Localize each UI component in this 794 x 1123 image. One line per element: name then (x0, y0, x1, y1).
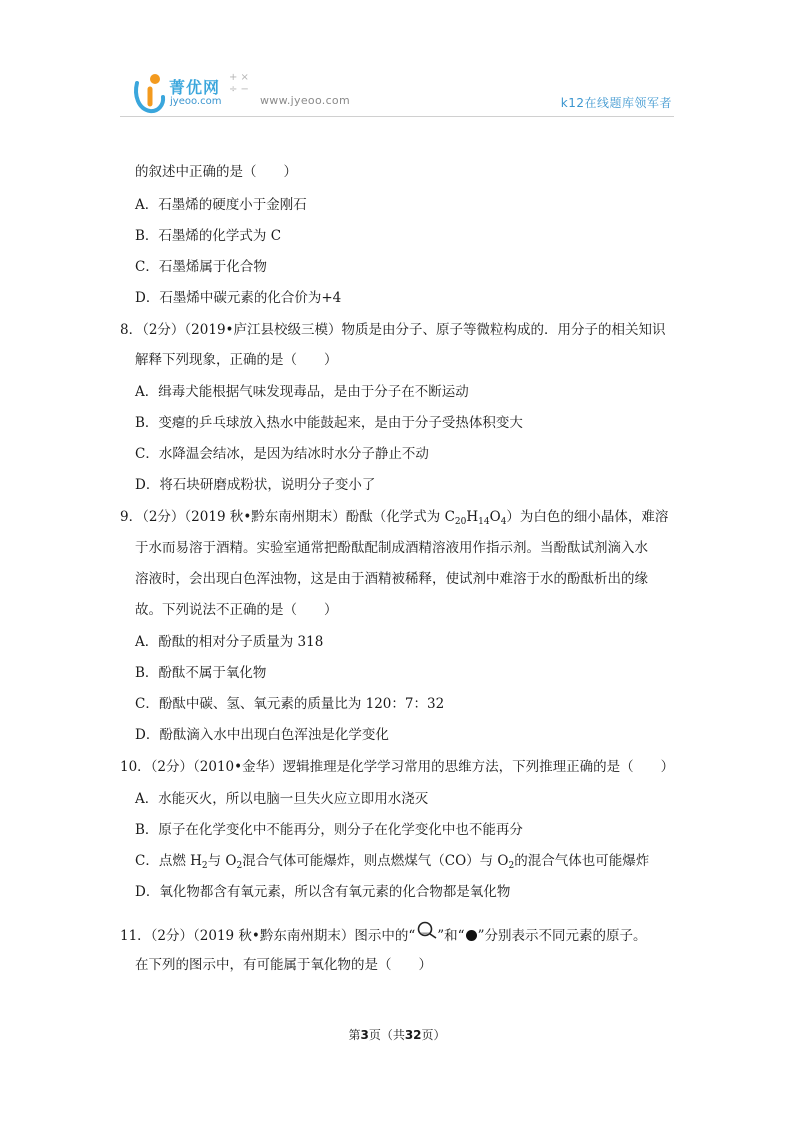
logo-name: 菁优网 (169, 78, 221, 97)
q9-option-a: A．酚酞的相对分子质量为 318 (135, 634, 324, 650)
q8-stem-line2: 解释下列现象，正确的是（ ） (135, 352, 338, 368)
q10-option-a: A．水能灭火，所以电脑一旦失火应立即用水浇灭 (135, 791, 429, 807)
q7-option-a: A．石墨烯的硬度小于金刚石 (135, 197, 307, 213)
q8-stem-line1: 8．（2分）（2019•庐江县校级三模）物质是由分子、原子等微粒构成的．用分子的相关知识 (120, 322, 666, 338)
q9-stem-line1: 9．（2分）（2019 秋•黔东南州期末）酚酞（化学式为 $C_{20}H_{14}O_4$）为白色的细小晶体，难溶 (120, 509, 669, 527)
q10-option-d: D．氧化物都含有氧元素，所以含有氧元素的化合物都是氧化物 (135, 884, 511, 900)
q7-option-b: B．石墨烯的化学式为 C (135, 228, 282, 244)
q9-option-d: D．酚酞滴入水中出现白色浑浊是化学变化 (135, 727, 389, 743)
q8-option-a: A．缉毒犬能根据气味发现毒品，是由于分子在不断运动 (135, 384, 469, 400)
q7-option-d: D．石墨烯中碳元素的化合价为+4 (135, 290, 342, 306)
q7-stem-tail: 的叙述中正确的是（ ） (135, 164, 297, 180)
q9-option-b: B．酚酞不属于氧化物 (135, 665, 267, 681)
jyeoo-logo-icon (132, 71, 166, 115)
q8-option-d: D．将石块研磨成粉状，说明分子变小了 (135, 477, 376, 493)
q9-option-c: C．酚酞中碳、氢、氧元素的质量比为 120：7：32 (135, 696, 445, 712)
tagline: k12在线题库领军者 (560, 96, 672, 110)
q8-option-b: B．变瘪的乒乓球放入热水中能鼓起来，是由于分子受热体积变大 (135, 415, 523, 431)
q10-stem-line1: 10．（2分）（2010•金华）逻辑推理是化学学习常用的思维方法，下列推理正确的是（ ） (120, 759, 675, 775)
logo-domain: jyeoo.com (170, 96, 222, 107)
q10-option-b: B．原子在化学变化中不能再分，则分子在化学变化中也不能再分 (135, 822, 523, 838)
q7-option-c: C．石墨烯属于化合物 (135, 259, 267, 275)
q9-stem-line3: 溶液时，会出现白色浑浊物，这是由于酒精被稀释，使试剂中难溶于水的酚酞析出的缘 (135, 571, 648, 587)
q8-option-c: C．水降温会结冰，是因为结冰时水分子静止不动 (135, 446, 429, 462)
q11-stem-line1: 11．（2分）（2019 秋•黔东南州期末）图示中的“ ”和“ ”分别表示不同元素的原子。 (120, 925, 647, 945)
page-footer: 第3页（共32页） (348, 1028, 446, 1042)
q9-stem-line4: 故。下列说法不正确的是（ ） (135, 602, 338, 618)
page-header (0, 0, 794, 122)
current-page: 3 (360, 1028, 369, 1042)
filled-atom-icon (466, 930, 477, 941)
q10-option-c: C．点燃 $H_2$与 $O_2$混合气体可能爆炸，则点燃煤气（CO）与 $O_2$的混合气体也可能爆炸 (135, 853, 650, 871)
math-ops-icon: + × ÷ − (229, 72, 249, 95)
total-pages: 32 (404, 1028, 422, 1042)
q11-stem-line2: 在下列的图示中，有可能属于氧化物的是（ ） (135, 957, 432, 973)
open-atom-icon (415, 925, 437, 943)
q9-stem-line2: 于水而易溶于酒精。实验室通常把酚酞配制成酒精溶液用作指示剂。当酚酞试剂滴入水 (135, 540, 648, 556)
header-divider (120, 116, 674, 117)
site-url[interactable]: www.jyeoo.com (260, 94, 350, 107)
